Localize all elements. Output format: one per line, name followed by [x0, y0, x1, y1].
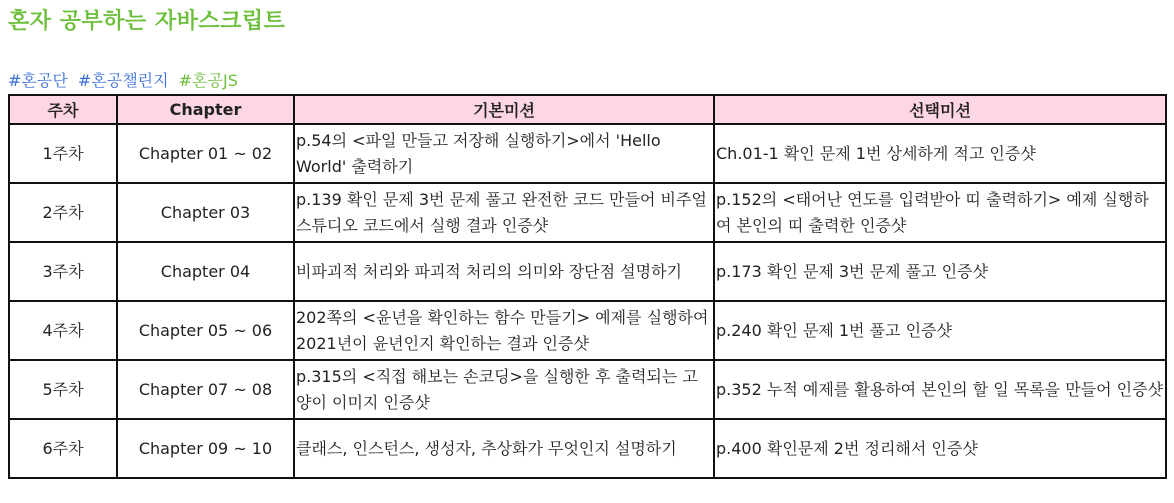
- basic-mission-cell: 비파괴적 처리와 파괴적 처리의 의미와 장단점 설명하기: [294, 242, 714, 301]
- week-cell: 3주차: [9, 242, 117, 301]
- hashtag-list: [8, 68, 243, 91]
- header-week: 주차: [9, 95, 117, 124]
- header-chapter: Chapter: [117, 95, 294, 124]
- chapter-cell: Chapter 05 ~ 06: [117, 301, 294, 360]
- hashtag-honggong-js[interactable]: #혼공JS: [178, 71, 238, 90]
- optional-mission-cell: p.352 누적 예제를 활용하여 본인의 할 일 목록을 만들어 인증샷: [714, 360, 1166, 419]
- week-cell: 2주차: [9, 183, 117, 242]
- table-row: [9, 183, 1166, 242]
- optional-mission-cell: p.240 확인 문제 1번 풀고 인증샷: [714, 301, 1166, 360]
- chapter-cell: Chapter 07 ~ 08: [117, 360, 294, 419]
- chapter-cell: Chapter 01 ~ 02: [117, 124, 294, 183]
- optional-mission-cell: Ch.01-1 확인 문제 1번 상세하게 적고 인증샷: [714, 124, 1166, 183]
- table-row: [9, 242, 1166, 301]
- basic-mission-cell: 202쪽의 <윤년을 확인하는 함수 만들기> 예제를 실행하여 2021년이 윤년인지 확인하는 결과 인증샷: [294, 301, 714, 360]
- table-row: [9, 419, 1166, 478]
- week-cell: 5주차: [9, 360, 117, 419]
- week-cell: 4주차: [9, 301, 117, 360]
- chapter-cell: Chapter 04: [117, 242, 294, 301]
- week-cell: 1주차: [9, 124, 117, 183]
- basic-mission-cell: 클래스, 인스턴스, 생성자, 추상화가 무엇인지 설명하기: [294, 419, 714, 478]
- table-header-row: [9, 95, 1166, 124]
- hashtag-honggongdan[interactable]: #혼공단: [8, 71, 68, 90]
- header-basic-mission: 기본미션: [294, 95, 714, 124]
- header-optional-mission: 선택미션: [714, 95, 1166, 124]
- chapter-cell: Chapter 03: [117, 183, 294, 242]
- mission-table: [8, 94, 1167, 479]
- basic-mission-cell: p.315의 <직접 해보는 손코딩>을 실행한 후 출력되는 고양이 이미지 인증샷: [294, 360, 714, 419]
- page-title: 혼자 공부하는 자바스크립트: [8, 9, 286, 34]
- chapter-cell: Chapter 09 ~ 10: [117, 419, 294, 478]
- table-row: [9, 124, 1166, 183]
- basic-mission-cell: p.139 확인 문제 3번 문제 풀고 완전한 코드 만들어 비주얼 스튜디오 코드에서 실행 결과 인증샷: [294, 183, 714, 242]
- week-cell: 6주차: [9, 419, 117, 478]
- table-row: [9, 360, 1166, 419]
- optional-mission-cell: p.152의 <태어난 연도를 입력받아 띠 출력하기> 예제 실행하여 본인의 띠 출력한 인증샷: [714, 183, 1166, 242]
- basic-mission-cell: p.54의 <파일 만들고 저장해 실행하기>에서 'Hello World' 출력하기: [294, 124, 714, 183]
- hashtag-honggong-challenge[interactable]: #혼공챌린지: [77, 71, 169, 90]
- optional-mission-cell: p.173 확인 문제 3번 문제 풀고 인증샷: [714, 242, 1166, 301]
- table-row: [9, 301, 1166, 360]
- optional-mission-cell: p.400 확인문제 2번 정리해서 인증샷: [714, 419, 1166, 478]
